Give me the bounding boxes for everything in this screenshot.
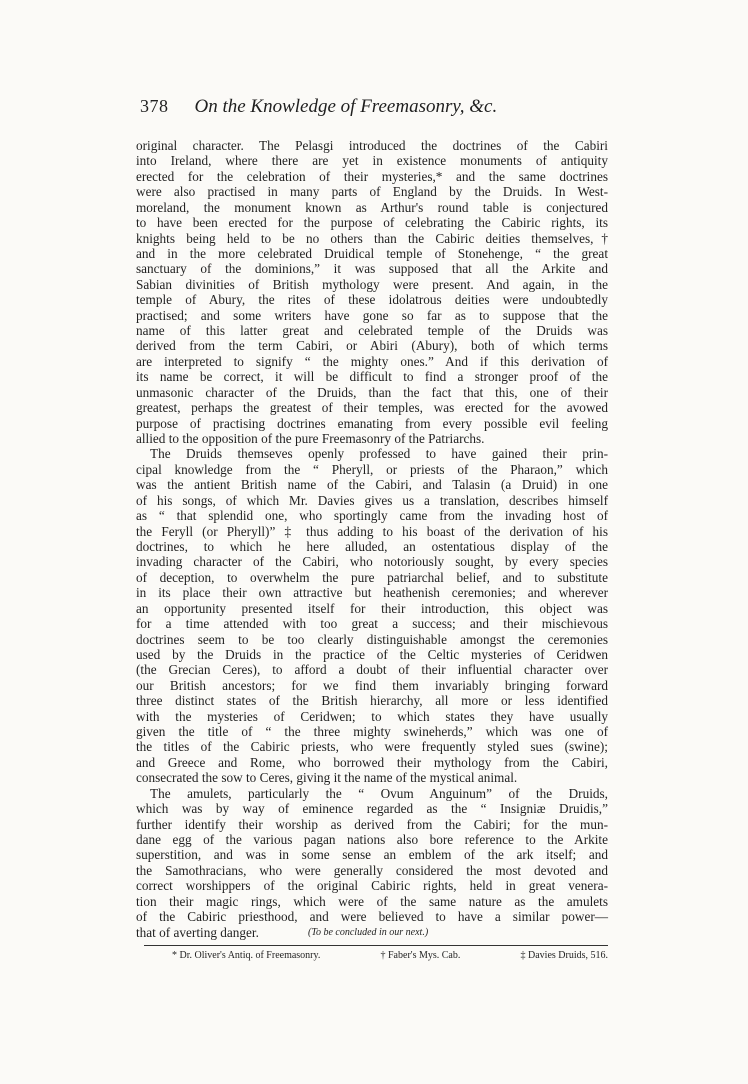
text-line: moreland, the monument known as Arthur's round table is conjectured — [136, 199, 608, 215]
text-line: original character. The Pelasgi introduced the doctrines of the Cabiri — [136, 138, 608, 153]
text-line: three distinct states of the British hierarchy, all more or less identified — [136, 693, 608, 709]
text-line: the Samothracians, who were generally considered the most devoted and — [136, 862, 608, 878]
text-line: correct worshippers of the original Cabiric rights, held in great venera- — [136, 878, 608, 894]
text-line: its name be correct, it will be difficult to find a stronger proof of the — [136, 369, 608, 385]
text-line: tion their magic rings, which were of the same nature as the amulets — [136, 893, 608, 909]
paragraph — [136, 446, 608, 785]
text-line: cipal knowledge from the “ Pheryll, or priests of the Pharaon,” which — [136, 461, 608, 477]
text-line: and Greece and Rome, who borrowed their mythology from the Cabiri, — [136, 754, 608, 770]
text-line: were also practised in many parts of England by the Druids. In West- — [136, 184, 608, 200]
footnote-3: ‡ Davies Druids, 516. — [520, 950, 608, 961]
text-line: in its place their own attractive but heathenish ceremonies; and wherever — [136, 585, 608, 601]
text-line: and in the more celebrated Druidical temple of Stonehenge, “ the great — [136, 245, 608, 261]
text-line: invading character of the Cabiri, who notoriously sought, by every species — [136, 554, 608, 570]
footnote-2: † Faber's Mys. Cab. — [380, 950, 461, 961]
text-line: knights being held to be no others than the Cabiric deities themselves,† — [136, 230, 608, 246]
text-line: which was by way of eminence regarded as the “ Insigniæ Druidis,” — [136, 801, 608, 817]
text-line: into Ireland, where there are yet in existence monuments of antiquity — [136, 153, 608, 169]
text-line: was the antient British name of the Cabiri, and Talasin (a Druid) in one — [136, 477, 608, 493]
body-text — [136, 138, 608, 940]
text-line: of his songs, of which Mr. Davies gives us a translation, describes himself — [136, 492, 608, 508]
text-line: for a time attended with too great a success; and their mischievous — [136, 616, 608, 632]
footnotes — [172, 950, 608, 961]
text-line: are interpreted to signify “ the mighty ones.” And if this derivation of — [136, 353, 608, 369]
text-line: that of averting danger. — [136, 924, 259, 940]
text-line: The Druids themseves openly professed to have gained their prin- — [150, 446, 608, 462]
page-header — [140, 96, 610, 124]
text-line: superstition, and was in some sense an emblem of the ark itself; and — [136, 847, 608, 863]
text-line: an opportunity presented itself for their introduction, this object was — [136, 600, 608, 616]
text-line: sanctuary of the dominions,” it was supposed that all the Arkite and — [136, 261, 608, 277]
text-line: doctrines, to which he here alluded, an ostentatious display of the — [136, 538, 608, 554]
text-line: unmasonic character of the Druids, than the fact that this, one of their — [136, 384, 608, 400]
paragraph — [136, 786, 608, 940]
text-line: with the mysteries of Ceridwen; to which states they have usually — [136, 708, 608, 724]
text-line: allied to the opposition of the pure Freemasonry of the Patriarchs. — [136, 431, 485, 447]
text-line: consecrated the sow to Ceres, giving it the name of the mystical animal. — [136, 770, 518, 786]
footnote-rule — [144, 945, 608, 946]
text-line: temple of Abury, the rites of these idolatrous deities were undoubtedly — [136, 292, 608, 308]
text-line: greatest, perhaps the greatest of their temples, was erected for the avowed — [136, 400, 608, 416]
text-line: given the title of “ the three mighty swineherds,” which was one of — [136, 724, 608, 740]
text-line: of deception, to overwhelm the pure patriarchal belief, and to substitute — [136, 569, 608, 585]
continued-note: (To be concluded in our next.) — [308, 927, 429, 938]
text-line: name of this latter great and celebrated temple of the Druids was — [136, 323, 608, 339]
text-line: our British ancestors; for we find them invariably bringing forward — [136, 677, 608, 693]
text-line: dane egg of the various pagan nations also bore reference to the Arkite — [136, 831, 608, 847]
text-line: the Feryll (or Pheryll)” ‡ thus adding to his boast of the derivation of his — [136, 523, 608, 539]
text-line: doctrines seem to be too clearly distinguishable amongst the ceremonies — [136, 631, 608, 647]
text-line: to have been erected for the purpose of celebrating the Cabiric rights, its — [136, 215, 608, 231]
text-line: erected for the celebration of their mysteries,* and the same doctrines — [136, 168, 608, 184]
running-head: On the Knowledge of Freemasonry, &c. — [194, 96, 498, 117]
page-number: 378 — [140, 96, 169, 116]
text-line: further identify their worship as derived from the Cabiri; for the mun- — [136, 816, 608, 832]
text-line: as “ that splendid one, who sportingly came from the invading host of — [136, 508, 608, 524]
text-line: derived from the term Cabiri, or Abiri (Abury), both of which terms — [136, 338, 608, 354]
text-line: the titles of the Cabiric priests, who were frequently styled sues (swine); — [136, 739, 608, 755]
text-line: practised; and some writers have gone so far as to suppose that the — [136, 307, 608, 323]
footnote-1: * Dr. Oliver's Antiq. of Freemasonry. — [172, 950, 321, 961]
text-line: used by the Druids in the practice of the Celtic mysteries of Ceridwen — [136, 646, 608, 662]
text-line: of the Cabiric priesthood, and were believed to have a similar power— — [136, 909, 608, 925]
paragraph — [136, 138, 608, 446]
text-line: Sabian divinities of British mythology were present. And again, in the — [136, 276, 608, 292]
text-line: (the Grecian Ceres), to afford a doubt of their influential character over — [136, 662, 608, 678]
text-line: The amulets, particularly the “ Ovum Anguinum” of the Druids, — [150, 785, 608, 801]
text-line: purpose of practising doctrines emanating from every possible evil feeling — [136, 415, 608, 431]
